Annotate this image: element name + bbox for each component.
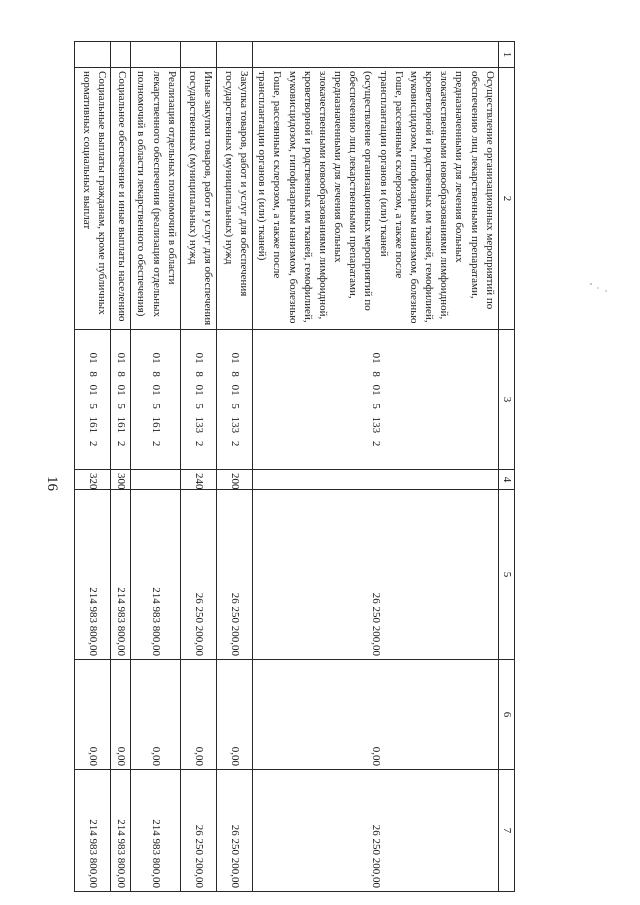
table-row [74, 42, 110, 892]
header-col-4: 4 [498, 470, 514, 490]
row-col-1 [216, 42, 252, 68]
row-code: 01 8 01 5 161 2 [130, 330, 180, 470]
row-col-6: 0,00 [180, 660, 216, 770]
row-col-7: 214 983 800,00 [110, 770, 130, 892]
row-description: Реализация отдельных полномочий в области лекарственного обеспечения (реализация отдельных полномочий в области лекарственного обеспечения) [130, 68, 180, 330]
row-expense-type [130, 470, 180, 490]
scan-speck [590, 283, 592, 285]
scan-speck [605, 290, 607, 292]
row-amount: 214 983 800,00 [130, 490, 180, 660]
row-description: Социальные выплаты гражданам, кроме публичных нормативных социальных выплат [74, 68, 110, 330]
row-col-6: 0,00 [130, 660, 180, 770]
table-row [216, 42, 252, 892]
row-code: 01 8 01 5 133 2 [216, 330, 252, 470]
table-row [180, 42, 216, 892]
row-amount: 214 983 800,00 [74, 490, 110, 660]
row-col-1 [130, 42, 180, 68]
row-description: Закупка товаров, работ и услуг для обеспечения государственных (муниципальных) нужд [216, 68, 252, 330]
row-expense-type: 240 [180, 470, 216, 490]
row-col-7: 26 250 200,00 [216, 770, 252, 892]
table-row [252, 42, 498, 892]
row-code: 01 8 01 5 133 2 [252, 330, 498, 470]
header-col-1: 1 [498, 42, 514, 68]
row-description: Осуществление организационных мероприятий по обеспечению лиц лекарственными препаратами, предназначенными для лечения больных злокачественными новообразованиями лимфоидной, кроветворной и родственных им тканей, гемофилией, муковисцидозом, гипофизарным нанизмом, болезнью Гоше, рассеянным склерозом, а также после трансплантации органов и (или) тканей (осуществление организационных мероприятий по обеспечению лиц лекарственными препаратами, предназначенными для лечения больных злокачественными новообразованиями лимфоидной, кроветворной и родственных им тканей, гемофилией, муковисцидозом, гипофизарным нанизмом, болезнью Гоше, рассеянным склерозом, а также после трансплантации органов и (или) тканей) [252, 68, 498, 330]
row-code: 01 8 01 5 161 2 [110, 330, 130, 470]
row-amount: 26 250 200,00 [216, 490, 252, 660]
header-col-5: 5 [498, 490, 514, 660]
table-row [130, 42, 180, 892]
scan-speck [597, 287, 598, 288]
row-col-7: 214 983 800,00 [74, 770, 110, 892]
row-col-1 [74, 42, 110, 68]
page-number: 16 [44, 476, 60, 491]
row-expense-type: 320 [74, 470, 110, 490]
row-code: 01 8 01 5 133 2 [180, 330, 216, 470]
table-row [110, 42, 130, 892]
header-row [498, 42, 514, 892]
row-amount: 214 983 800,00 [110, 490, 130, 660]
row-expense-type [252, 470, 498, 490]
row-description: Социальное обеспечение и иные выплаты населению [110, 68, 130, 330]
row-col-6: 0,00 [252, 660, 498, 770]
budget-table [74, 41, 515, 892]
header-col-2: 2 [498, 68, 514, 330]
row-col-1 [252, 42, 498, 68]
row-code: 01 8 01 5 161 2 [74, 330, 110, 470]
row-col-6: 0,00 [110, 660, 130, 770]
row-description: Иные закупки товаров, работ и услуг для обеспечения государственных (муниципальных) нужд [180, 68, 216, 330]
row-amount: 26 250 200,00 [252, 490, 498, 660]
row-col-1 [110, 42, 130, 68]
row-expense-type: 200 [216, 470, 252, 490]
header-col-3: 3 [498, 330, 514, 470]
row-col-6: 0,00 [74, 660, 110, 770]
budget-table-rotated [80, 41, 515, 891]
row-col-1 [180, 42, 216, 68]
row-expense-type: 300 [110, 470, 130, 490]
header-col-7: 7 [498, 770, 514, 892]
row-amount: 26 250 200,00 [180, 490, 216, 660]
row-col-7: 26 250 200,00 [252, 770, 498, 892]
row-col-6: 0,00 [216, 660, 252, 770]
row-col-7: 214 983 800,00 [130, 770, 180, 892]
row-col-7: 26 250 200,00 [180, 770, 216, 892]
header-col-6: 6 [498, 660, 514, 770]
